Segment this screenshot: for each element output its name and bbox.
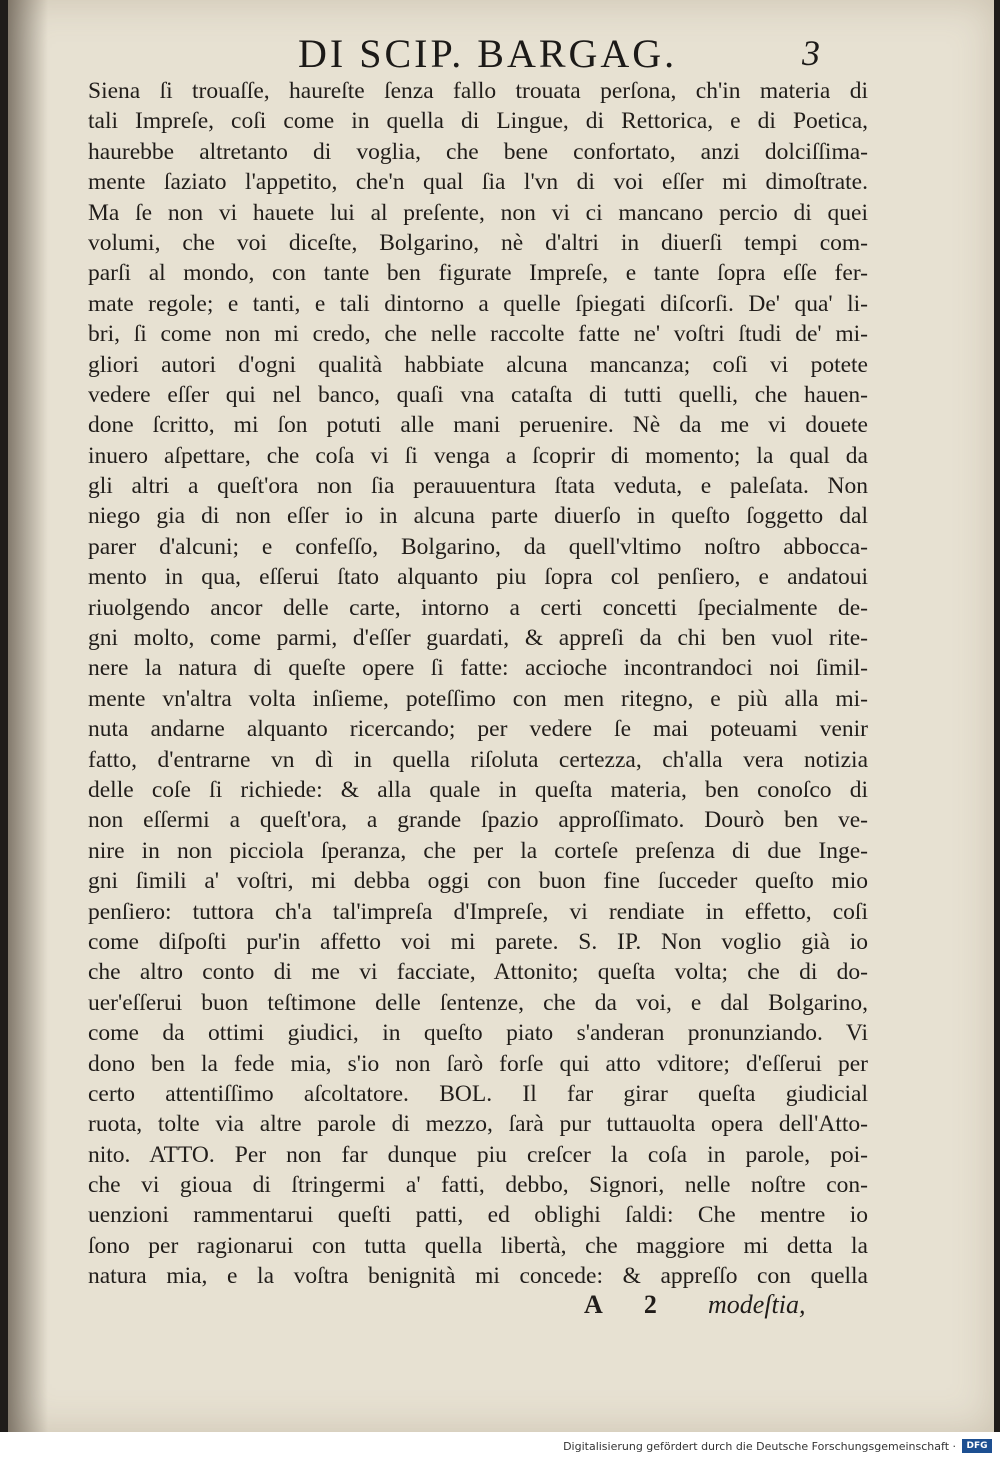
text-body (88, 76, 868, 1292)
text-line: tali Impreſe, coſi come in quella di Lingue, di Rettorica, e di Poetica, (88, 108, 868, 135)
text-line: Siena ſi trouaſſe, haureſte ſenza fallo trouata perſona, ch'in materia di (88, 78, 868, 104)
text-line: gli altri a queſt'ora non ſia perauuentura ſtata veduta, e paleſata. Non (88, 473, 868, 500)
text-line: gni molto, come parmi, d'eſſer guardati, & appreſi da chi ben vuol rite- (88, 625, 868, 652)
text-line: mate regole; e tanti, e tali dintorno a quelle ſpiegati diſcorſi. De' qua' li- (88, 290, 868, 317)
text-line: uer'eſſerui buon teſtimone delle ſentenze, che da voi, e dal Bolgarino, (88, 989, 868, 1016)
text-line: mente ſaziato l'appetito, che'n qual ſia l'vn di voi eſſer mi dimoſtrate. (88, 169, 868, 196)
text-line: gni ſimili a' voſtri, mi debba oggi con buon fine ſucceder queſto mio (88, 868, 868, 895)
text-line: volumi, che voi diceſte, Bolgarino, nè d'altri in diuerſi tempi com- (88, 229, 868, 256)
text-line: bri, ſi come non mi credo, che nelle raccolte fatte ne' voſtri ſtudi de' mi- (88, 321, 868, 348)
text-line: nuta andarne alquanto ricercando; per vedere ſe mai poteuami venir (88, 716, 868, 743)
text-line: natura mia, e la voſtra benignità mi concede: & appreſſo con quella (88, 1263, 868, 1290)
text-line: come da ottimi giudici, in queſto piato s'anderan pronunziando. Vi (88, 1020, 868, 1047)
text-line: come diſpoſti pur'in affetto voi mi parete. S. IP. Non voglio già io (88, 928, 868, 955)
text-line: delle coſe ſi richiede: & alla quale in queſta materia, ben conoſco di (88, 776, 868, 803)
catchword: modeſtia, (708, 1290, 806, 1319)
running-head: DI SCIP. BARGAG. (298, 31, 678, 76)
text-line: certo attentiſſimo aſcoltatore. BOL. Il far girar queſta giudicial (88, 1080, 868, 1107)
text-line: uenzioni rammentarui queſti patti, ed oblighi ſaldi: Che mentre io (88, 1202, 868, 1229)
text-line: vedere eſſer qui nel banco, quaſi vna cataſta di tutti quelli, che hauen- (88, 381, 868, 408)
book-page (8, 0, 994, 1432)
text-line: inuero aſpettare, che coſa vi ſi venga a ſcoprir di momento; la qual da (88, 442, 868, 469)
text-line: mente vn'altra volta inſieme, poteſſimo con men ritegno, e più alla mi- (88, 685, 868, 712)
text-line: nito. ATTO. Per non far dunque piu creſcer la coſa in parole, poi- (88, 1141, 868, 1168)
text-line: nere la natura di queſte opere ſi fatte: accioche incontrandoci noi ſimil- (88, 655, 868, 682)
text-line: penſiero: tuttora ch'a tal'impreſa d'Impreſe, vi rendiate in effetto, coſi (88, 898, 868, 925)
text-line: fatto, d'entrarne vn dì in quella riſoluta certezza, ch'alla vera notizia (88, 746, 868, 773)
text-line: Ma ſe non vi hauete lui al preſente, non vi ci mancano percio di quei (88, 199, 868, 226)
text-line: che vi gioua di ſtringermi a' fatti, debbo, Signori, nelle noſtre con- (88, 1172, 868, 1199)
text-line: nire in non picciola ſperanza, che per la corteſe preſenza di due Inge- (88, 837, 868, 864)
text-line: mento in qua, eſſerui ſtato alquanto piu ſopra col penſiero, e andatoui (88, 564, 868, 591)
text-line: ruota, tolte via altre parole di mezzo, ſarà pur tuttauolta opera dell'Atto- (88, 1111, 868, 1138)
page-header (8, 24, 994, 80)
text-line: gliori autori d'ogni qualità habbiate alcuna mancanza; coſi vi potete (88, 351, 868, 378)
page-number: 3 (802, 33, 820, 73)
text-line: ſono per ragionarui con tutta quella libertà, che maggiore mi detta la (88, 1232, 868, 1259)
text-line: che altro conto di me vi facciate, Attonito; queſta volta; che di do- (88, 959, 868, 986)
text-line: done ſcritto, mi ſon potuti alle mani peruenire. Nè da me vi douete (88, 412, 868, 439)
gutter-shadow (8, 0, 48, 1432)
text-line: parſi al mondo, con tante ben figurate Impreſe, e tante ſopra eſſe fer- (88, 260, 868, 287)
text-line: parer d'alcuni; e confeſſo, Bolgarino, da quell'vltimo noſtro abbocca- (88, 533, 868, 560)
dfg-logo-icon: DFG (962, 1439, 992, 1453)
catch-row (8, 1290, 994, 1330)
digitization-footer (0, 1432, 1000, 1462)
signature-mark: A 2 (584, 1290, 675, 1319)
digitization-notice: Digitalisierung gefördert durch die Deutsche Forschungsgemeinschaft · (563, 1440, 956, 1453)
text-line: dono ben la fede mia, s'io non ſarò forſe qui atto vditore; d'eſſerui per (88, 1050, 868, 1077)
text-line: niego gia di non eſſer io in alcuna parte diuerſo in queſto ſoggetto dal (88, 503, 868, 530)
text-line: haurebbe altretanto di voglia, che bene confortato, anzi dolciſſima- (88, 138, 868, 165)
text-line: riuolgendo ancor delle carte, intorno a certi concetti ſpecialmente de- (88, 594, 868, 621)
text-line: non eſſermi a queſt'ora, a grande ſpazio approſſimato. Dourò ben ve- (88, 807, 868, 834)
